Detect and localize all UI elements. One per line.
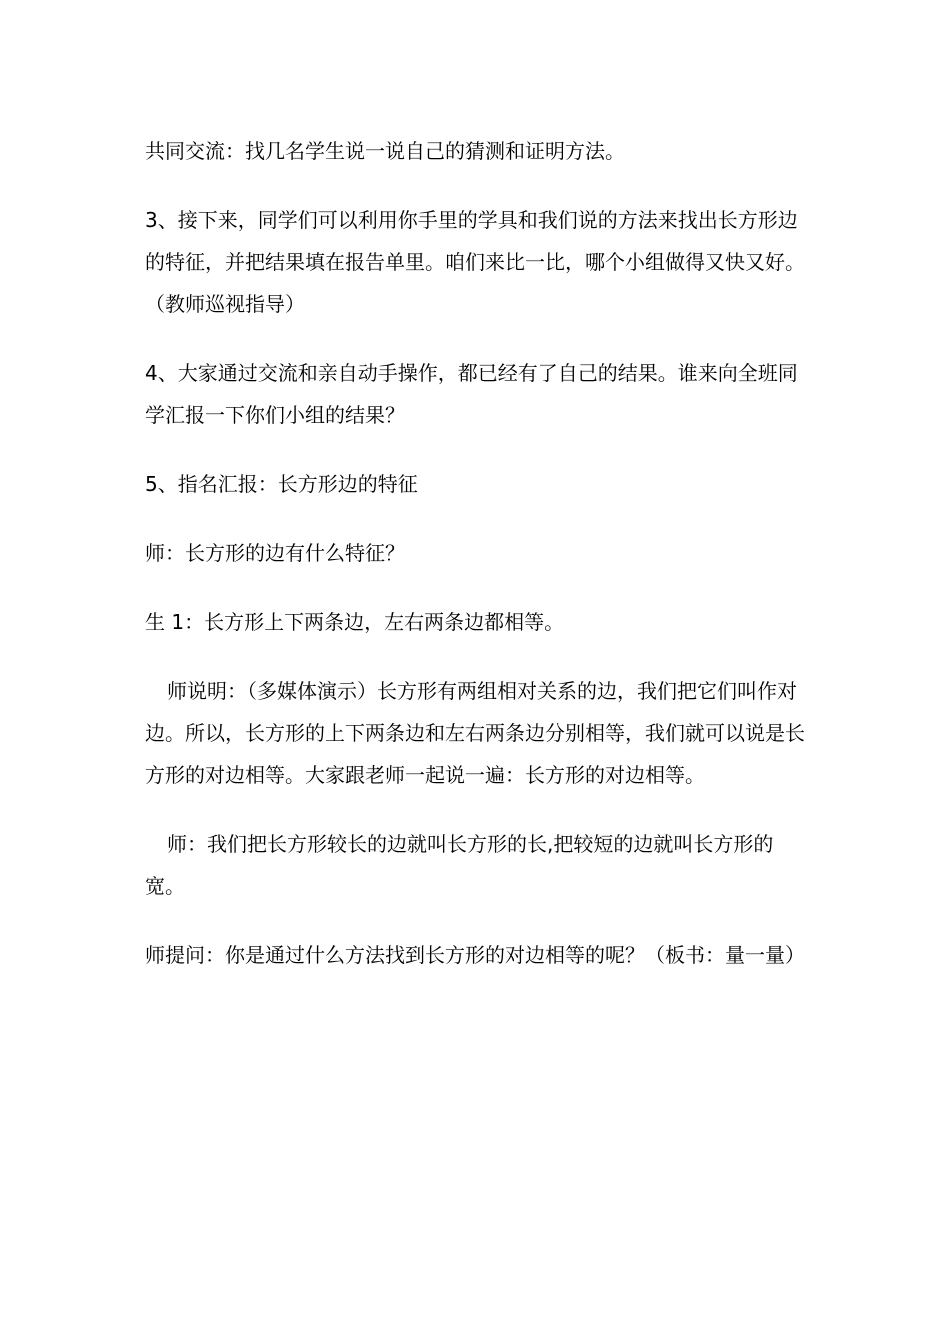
document-body — [145, 130, 810, 1003]
paragraph-teacher-explanation: 师说明：（多媒体演示）长方形有两组相对关系的边，我们把它们叫作对边。所以，长方形的上下两条边和左右两条边分别相等，我们就可以说是长方形的对边相等。大家跟老师一起说一遍：长方形的对边相等。 — [145, 679, 805, 787]
paragraph-teacher-followup: 师提问：你是通过什么方法找到长方形的对边相等的呢？（板书：量一量） — [145, 943, 805, 967]
paragraph-length-width: 师：我们把长方形较长的边就叫长方形的长,把较短的边就叫长方形的宽。 — [145, 832, 774, 898]
paragraph-student-answer: 生 1：长方形上下两条边，左右两条边都相等。 — [145, 610, 565, 634]
paragraph-step-5: 5、指名汇报：长方形边的特征 — [145, 472, 418, 496]
paragraph-teacher-question: 师：长方形的边有什么特征？ — [145, 541, 405, 565]
paragraph-step-3: 3、接下来，同学们可以利用你手里的学具和我们说的方法来找出长方形边的特征，并把结果填在报告单里。咱们来比一比，哪个小组做得又快又好。（教师巡视指导） — [145, 208, 805, 316]
paragraph-discussion: 共同交流：找几名学生说一说自己的猜测和证明方法。 — [145, 139, 625, 163]
paragraph-step-4: 4、大家通过交流和亲自动手操作，都已经有了自己的结果。谁来向全班同学汇报一下你们小组的结果？ — [145, 361, 798, 427]
